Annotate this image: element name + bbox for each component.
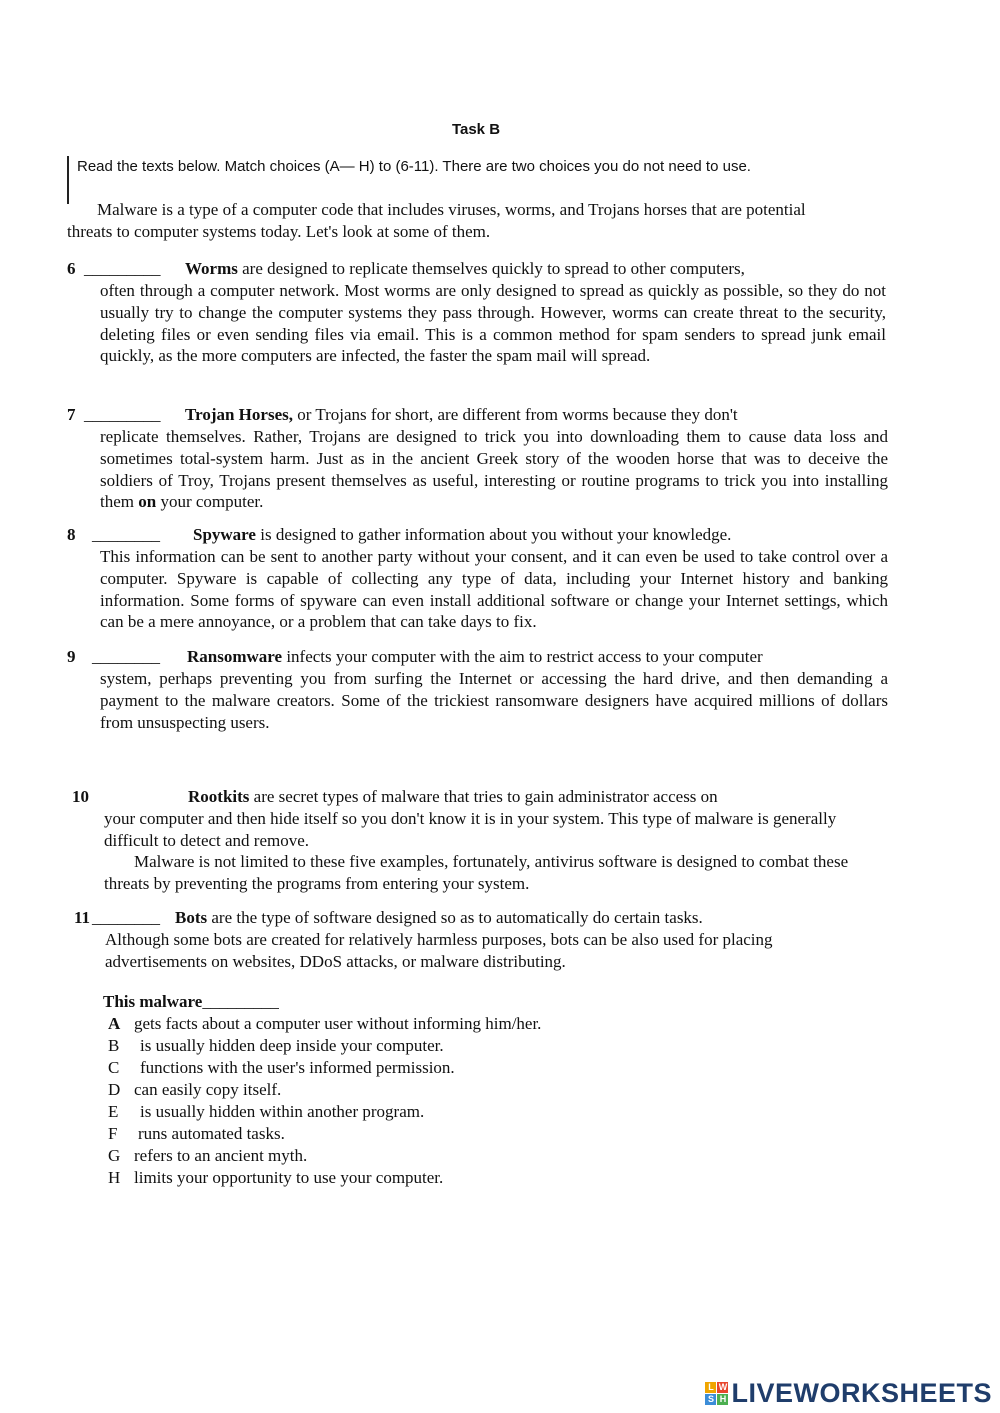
question-number: 7 <box>67 405 76 424</box>
text-cursor-bar <box>67 156 69 204</box>
task-instruction: Read the texts below. Match choices (A— H) to (6-11). There are two choices you do not need to use. <box>77 158 751 175</box>
intro-line-1: Malware is a type of a computer code that includes viruses, worms, and Trojans horses that are potential <box>97 200 806 219</box>
question-body: Although some bots are created for relatively harmless purposes, bots can be also used for placing advertisements on websites, DDoS attacks, or malware distributing. <box>105 930 773 971</box>
term: Ransomware <box>187 647 283 666</box>
question-number: 8 <box>67 525 76 544</box>
intro-line-2: threats to computer systems today. Let's look at some of them. <box>67 221 491 241</box>
term: Bots <box>175 908 208 927</box>
choice-item: G refers to an ancient myth. <box>108 1146 308 1165</box>
choice-item: H limits your opportunity to use your computer. <box>108 1168 444 1187</box>
question-heading: Trojan Horses, or Trojans for short, are different from worms because they don't <box>185 405 738 424</box>
liveworksheets-logo[interactable] <box>705 1376 992 1410</box>
choice-item: E is usually hidden within another program. <box>108 1102 425 1121</box>
answer-blank[interactable]: ________ <box>92 525 160 544</box>
answer-blank[interactable]: _________ <box>84 405 161 424</box>
question-number: 11 <box>74 908 91 927</box>
question-number: 6 <box>67 259 76 278</box>
choice-item: C functions with the user's informed permission. <box>108 1058 455 1077</box>
answer-blank[interactable] <box>92 786 182 806</box>
choice-item: A gets facts about a computer user without informing him/her. <box>108 1014 542 1033</box>
answer-blank[interactable]: _________ <box>84 259 161 278</box>
answer-blank[interactable]: ________ <box>92 908 160 927</box>
question-body: replicate themselves. Rather, Trojans are designed to trick you into downloading them to cause data loss and sometimes total-system harm. Just as in the ancient Greek story of the wooden horse that was to deceive the soldiers of Troy, Trojans present themselves as useful, interesting or routine programs to trick you into installing them on your computer. <box>100 427 888 512</box>
term: Rootkits <box>188 787 250 806</box>
logo-mark-icon: L W S H <box>705 1382 728 1405</box>
question-heading: Worms are designed to replicate themselves quickly to spread to other computers, <box>185 259 745 278</box>
question-number: 10 <box>72 787 89 806</box>
question-heading: Spyware is designed to gather information about you without your knowledge. <box>193 525 732 544</box>
question-number: 9 <box>67 647 76 666</box>
question-body: This information can be sent to another party without your consent, and it can even be used to take control over a computer. Spyware is capable of collecting any type of data, including your Internet history and banking information. Some forms of spyware can even install additional software or change your Internet settings, which can be a mere annoyance, or a problem that can take days to fix. <box>100 547 888 632</box>
question-heading: Ransomware infects your computer with the aim to restrict access to your computer <box>187 647 763 666</box>
term: Trojan Horses, <box>185 405 293 424</box>
choice-item: F runs automated tasks. <box>108 1124 285 1143</box>
term: Spyware <box>193 525 256 544</box>
logo-text: LIVEWORKSHEETS <box>731 1377 992 1408</box>
closing-note: Malware is not limited to these five examples, fortunately, antivirus software is designed to combat these threats by preventing the programs from entering your system. <box>104 852 849 893</box>
task-title: Task B <box>451 121 501 138</box>
question-heading: Bots are the type of software designed so as to automatically do certain tasks. <box>175 908 703 927</box>
question-heading: Rootkits are secret types of malware that tries to gain administrator access on <box>188 787 718 806</box>
question-body: system, perhaps preventing you from surfing the Internet or accessing the hard drive, and then demanding a payment to the malware creators. Some of the trickiest ransomware designers have acquired millions of dollars from unsuspecting users. <box>100 669 888 732</box>
question-body: often through a computer network. Most worms are only designed to spread as quickly as possible, so they do not usually try to change the computer systems they pass through. However, worms can create threat to the security, deleting files or even sending files via email. This is a common method for spam senders to spread junk email quickly, as the more computers are infected, the faster the spam mail will spread. <box>100 281 886 366</box>
intro-paragraph <box>67 199 887 243</box>
choice-item: D can easily copy itself. <box>108 1080 282 1099</box>
answer-blank[interactable]: ________ <box>92 647 160 666</box>
question-body: your computer and then hide itself so you don't know it is in your system. This type of malware is generally difficult to detect and remove. <box>104 809 837 850</box>
choice-item: B is usually hidden deep inside your computer. <box>108 1036 444 1055</box>
term: Worms <box>185 259 238 278</box>
choices-heading: This malware_________ <box>103 992 279 1011</box>
